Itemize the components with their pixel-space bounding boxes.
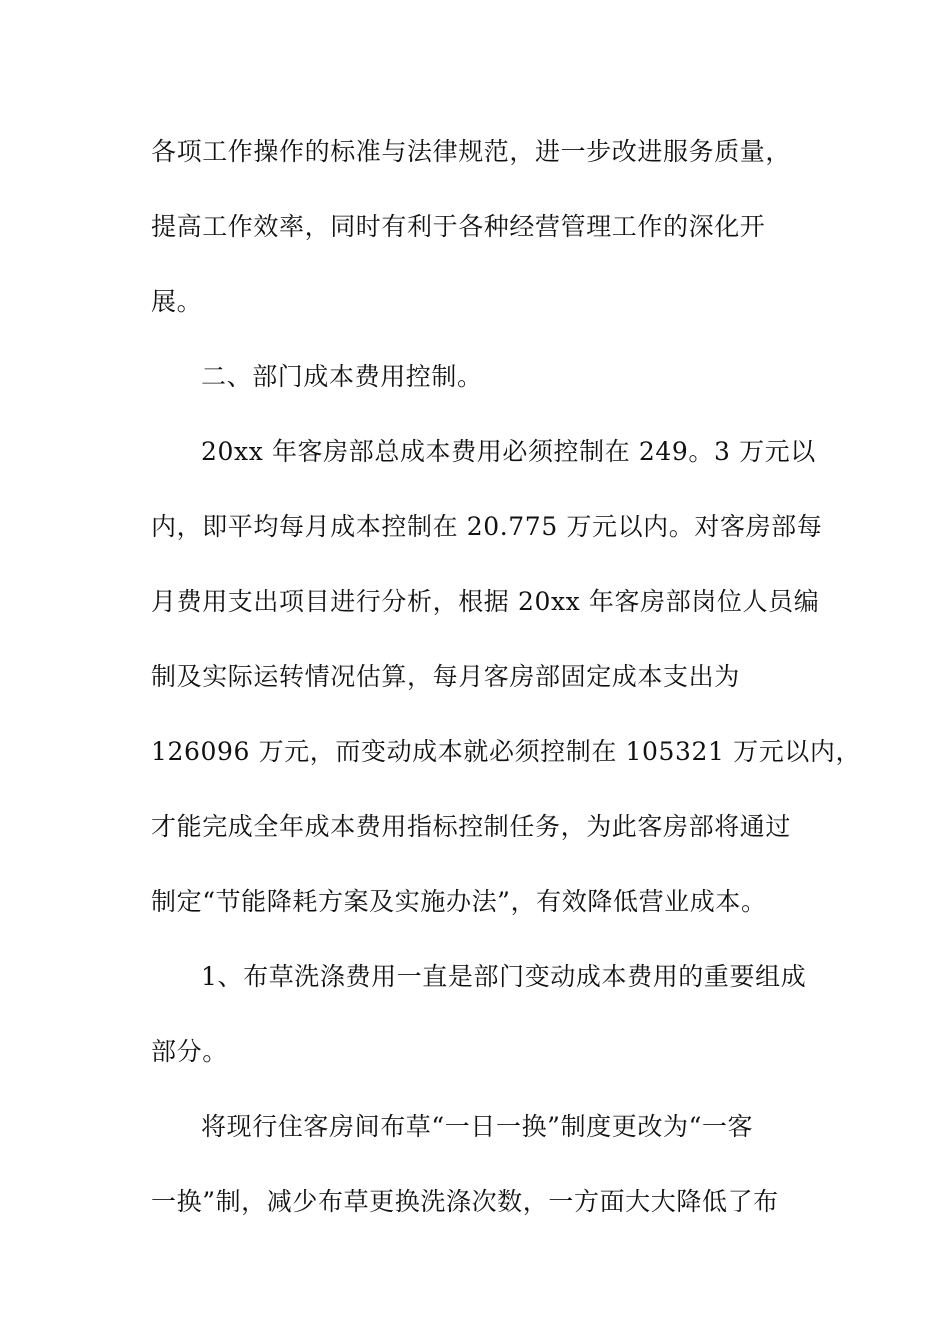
- body-text-line: 一换”制，减少布草更换洗涤次数，一方面大大降低了布: [151, 1187, 779, 1216]
- body-text-line: 制定“节能降耗方案及实施办法”，有效降低营业成本。: [151, 887, 767, 916]
- body-text-line: 内，即平均每月成本控制在 20.775 万元以内。对客房部每: [151, 512, 823, 541]
- body-text-line: 才能完成全年成本费用指标控制任务，为此客房部将通过: [151, 812, 792, 841]
- body-text-line: 展。: [151, 287, 203, 316]
- body-text-line: 126096 万元，而变动成本就必须控制在 105321 万元以内，: [151, 737, 862, 766]
- body-text-line: 提高工作效率，同时有利于各种经营管理工作的深化开: [151, 212, 766, 241]
- body-text-line: 各项工作操作的标准与法律规范，进一步改进服务质量，: [151, 137, 792, 166]
- section-heading: 二、部门成本费用控制。: [201, 362, 483, 391]
- subsection-heading: 1、布草洗涤费用一直是部门变动成本费用的重要组成: [201, 962, 807, 991]
- body-text-line: 月费用支出项目进行分析，根据 20xx 年客房部岗位人员编: [151, 587, 820, 616]
- body-text-line: 部分。: [151, 1037, 228, 1066]
- body-text-line: 制及实际运转情况估算，每月客房部固定成本支出为: [151, 662, 740, 691]
- body-text-line: 将现行住客房间布草“一日一换”制度更改为“一客: [201, 1112, 754, 1141]
- body-text-line: 20xx 年客房部总成本费用必须控制在 249。3 万元以: [201, 437, 816, 466]
